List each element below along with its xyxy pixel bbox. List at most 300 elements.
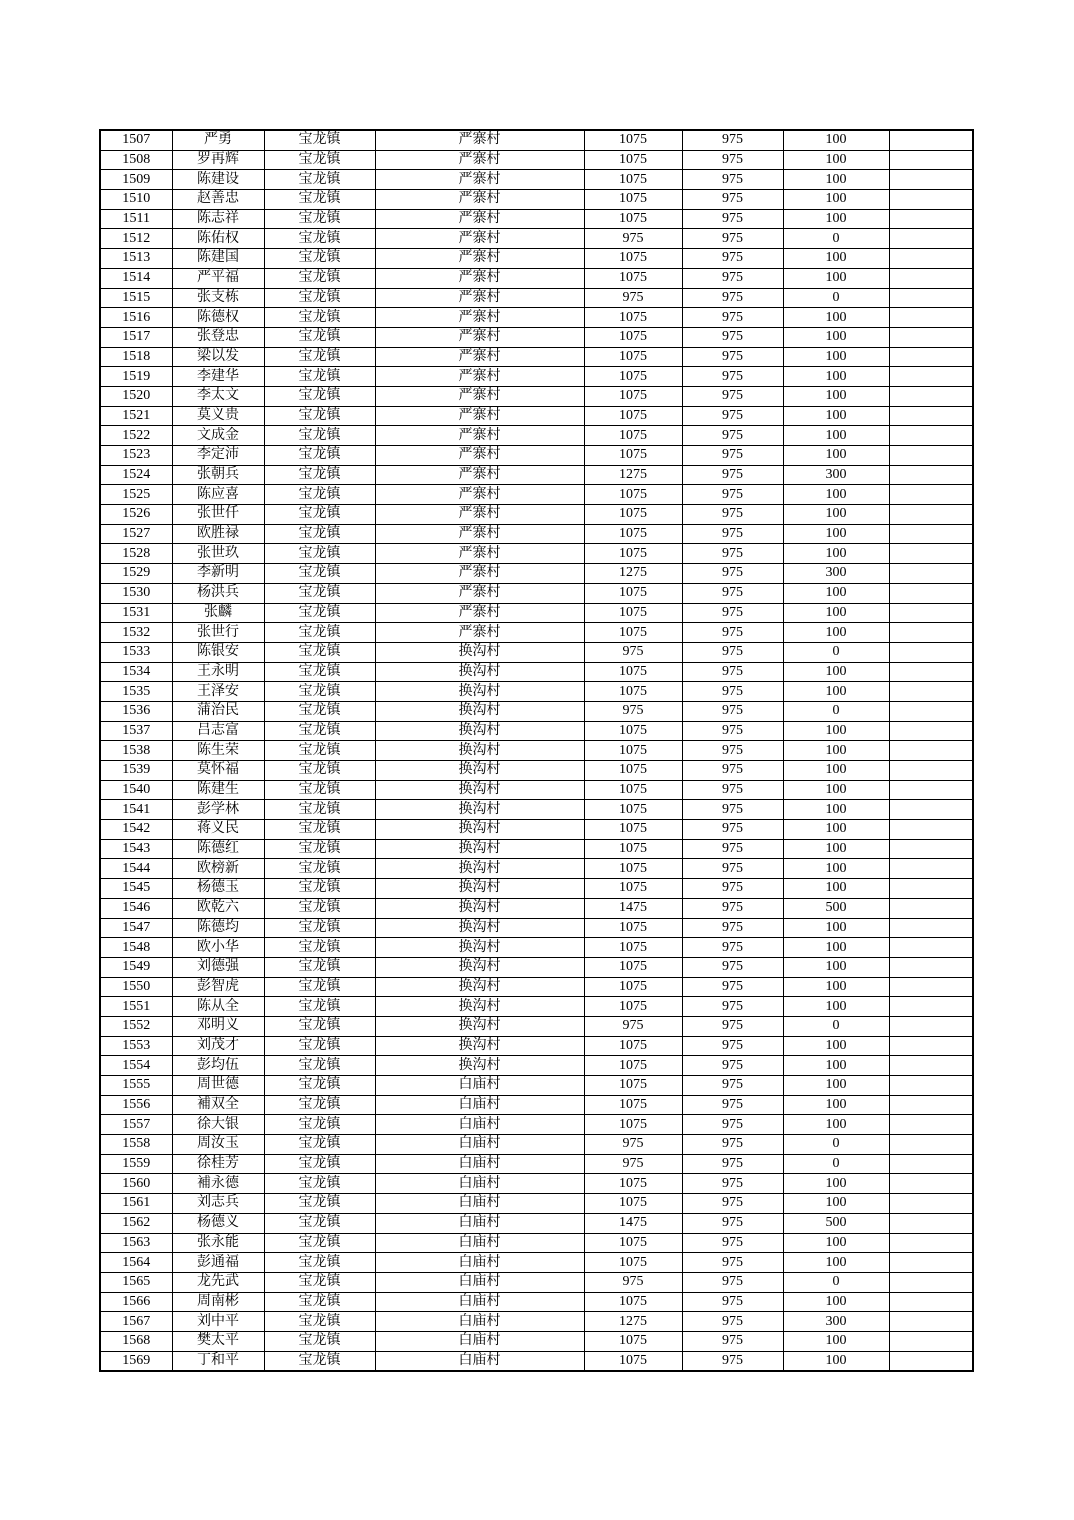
row-number-cell: 1520	[100, 386, 172, 406]
amount-difference-cell: 100	[783, 1056, 889, 1076]
remark-cell	[889, 505, 973, 525]
table-row	[100, 564, 973, 584]
amount-difference-cell: 100	[783, 1036, 889, 1056]
amount-difference-cell: 100	[783, 879, 889, 899]
amount-base-cell: 975	[682, 229, 783, 249]
amount-base-cell: 975	[682, 1312, 783, 1332]
name-cell: 龙先武	[172, 1272, 264, 1292]
remark-cell	[889, 150, 973, 170]
amount-base-cell: 975	[682, 308, 783, 328]
amount-base-cell: 975	[682, 446, 783, 466]
village-cell: 白庙村	[375, 1076, 584, 1096]
amount-difference-cell: 100	[783, 249, 889, 269]
row-number-cell: 1533	[100, 642, 172, 662]
row-number-cell: 1516	[100, 308, 172, 328]
town-cell: 宝龙镇	[264, 505, 375, 525]
amount-difference-cell: 100	[783, 308, 889, 328]
table-row	[100, 367, 973, 387]
table-row	[100, 1135, 973, 1155]
table-row	[100, 150, 973, 170]
row-number-cell: 1519	[100, 367, 172, 387]
row-number-cell: 1524	[100, 465, 172, 485]
amount-base-cell: 975	[682, 288, 783, 308]
village-cell: 严寨村	[375, 209, 584, 229]
amount-difference-cell: 100	[783, 938, 889, 958]
remark-cell	[889, 1272, 973, 1292]
amount-difference-cell: 100	[783, 583, 889, 603]
amount-base-cell: 975	[682, 367, 783, 387]
table-row	[100, 1095, 973, 1115]
table-row	[100, 839, 973, 859]
name-cell: 樊太平	[172, 1331, 264, 1351]
table-row	[100, 1351, 973, 1371]
amount-difference-cell: 100	[783, 859, 889, 879]
table-row	[100, 701, 973, 721]
amount-difference-cell: 100	[783, 426, 889, 446]
remark-cell	[889, 682, 973, 702]
village-cell: 换沟村	[375, 1036, 584, 1056]
amount-difference-cell: 100	[783, 446, 889, 466]
amount-difference-cell: 100	[783, 1174, 889, 1194]
name-cell: 李新明	[172, 564, 264, 584]
table-row	[100, 1253, 973, 1273]
name-cell: 蒲治民	[172, 701, 264, 721]
remark-cell	[889, 1253, 973, 1273]
remark-cell	[889, 997, 973, 1017]
town-cell: 宝龙镇	[264, 898, 375, 918]
name-cell: 彭智虎	[172, 977, 264, 997]
name-cell: 陈德红	[172, 839, 264, 859]
name-cell: 陈从全	[172, 997, 264, 1017]
amount-base-cell: 975	[682, 780, 783, 800]
remark-cell	[889, 1213, 973, 1233]
table-row	[100, 642, 973, 662]
remark-cell	[889, 938, 973, 958]
name-cell: 彭通福	[172, 1253, 264, 1273]
row-number-cell: 1564	[100, 1253, 172, 1273]
village-cell: 严寨村	[375, 465, 584, 485]
town-cell: 宝龙镇	[264, 209, 375, 229]
town-cell: 宝龙镇	[264, 288, 375, 308]
amount-difference-cell: 100	[783, 190, 889, 210]
name-cell: 陈银安	[172, 642, 264, 662]
town-cell: 宝龙镇	[264, 603, 375, 623]
amount-total-cell: 1075	[584, 1351, 682, 1371]
amount-total-cell: 1275	[584, 564, 682, 584]
remark-cell	[889, 839, 973, 859]
amount-difference-cell: 100	[783, 662, 889, 682]
amount-base-cell: 975	[682, 544, 783, 564]
village-cell: 严寨村	[375, 150, 584, 170]
amount-difference-cell: 100	[783, 544, 889, 564]
amount-difference-cell: 100	[783, 977, 889, 997]
amount-total-cell: 1275	[584, 465, 682, 485]
amount-base-cell: 975	[682, 170, 783, 190]
amount-base-cell: 975	[682, 642, 783, 662]
amount-difference-cell: 100	[783, 524, 889, 544]
town-cell: 宝龙镇	[264, 1351, 375, 1371]
amount-difference-cell: 100	[783, 1351, 889, 1371]
town-cell: 宝龙镇	[264, 229, 375, 249]
amount-total-cell: 1075	[584, 426, 682, 446]
name-cell: 张麟	[172, 603, 264, 623]
town-cell: 宝龙镇	[264, 938, 375, 958]
name-cell: 严平福	[172, 268, 264, 288]
amount-difference-cell: 100	[783, 839, 889, 859]
town-cell: 宝龙镇	[264, 367, 375, 387]
village-cell: 换沟村	[375, 839, 584, 859]
amount-base-cell: 975	[682, 209, 783, 229]
amount-total-cell: 1075	[584, 918, 682, 938]
remark-cell	[889, 1135, 973, 1155]
name-cell: 欧小华	[172, 938, 264, 958]
remark-cell	[889, 544, 973, 564]
town-cell: 宝龙镇	[264, 1056, 375, 1076]
row-number-cell: 1507	[100, 130, 172, 150]
amount-total-cell: 1075	[584, 741, 682, 761]
town-cell: 宝龙镇	[264, 761, 375, 781]
town-cell: 宝龙镇	[264, 682, 375, 702]
name-cell: 吕志富	[172, 721, 264, 741]
village-cell: 换沟村	[375, 1056, 584, 1076]
amount-total-cell: 1075	[584, 603, 682, 623]
town-cell: 宝龙镇	[264, 1036, 375, 1056]
row-number-cell: 1528	[100, 544, 172, 564]
row-number-cell: 1569	[100, 1351, 172, 1371]
table-row	[100, 682, 973, 702]
amount-base-cell: 975	[682, 426, 783, 446]
amount-base-cell: 975	[682, 1351, 783, 1371]
remark-cell	[889, 308, 973, 328]
amount-total-cell: 1075	[584, 1095, 682, 1115]
name-cell: 文成金	[172, 426, 264, 446]
amount-total-cell: 975	[584, 1154, 682, 1174]
row-number-cell: 1552	[100, 1016, 172, 1036]
amount-difference-cell: 100	[783, 1331, 889, 1351]
amount-difference-cell: 100	[783, 623, 889, 643]
village-cell: 白庙村	[375, 1331, 584, 1351]
town-cell: 宝龙镇	[264, 1253, 375, 1273]
roster-table	[99, 129, 974, 1372]
row-number-cell: 1549	[100, 957, 172, 977]
village-cell: 白庙村	[375, 1135, 584, 1155]
table-row	[100, 977, 973, 997]
remark-cell	[889, 623, 973, 643]
town-cell: 宝龙镇	[264, 623, 375, 643]
amount-base-cell: 975	[682, 564, 783, 584]
row-number-cell: 1556	[100, 1095, 172, 1115]
town-cell: 宝龙镇	[264, 583, 375, 603]
amount-total-cell: 1075	[584, 1253, 682, 1273]
row-number-cell: 1527	[100, 524, 172, 544]
village-cell: 换沟村	[375, 741, 584, 761]
row-number-cell: 1529	[100, 564, 172, 584]
village-cell: 换沟村	[375, 898, 584, 918]
amount-total-cell: 1075	[584, 859, 682, 879]
remark-cell	[889, 1056, 973, 1076]
remark-cell	[889, 268, 973, 288]
remark-cell	[889, 1036, 973, 1056]
town-cell: 宝龙镇	[264, 446, 375, 466]
town-cell: 宝龙镇	[264, 859, 375, 879]
remark-cell	[889, 446, 973, 466]
amount-base-cell: 975	[682, 485, 783, 505]
village-cell: 换沟村	[375, 800, 584, 820]
name-cell: 李太文	[172, 386, 264, 406]
table-row	[100, 1036, 973, 1056]
village-cell: 白庙村	[375, 1213, 584, 1233]
remark-cell	[889, 800, 973, 820]
village-cell: 严寨村	[375, 130, 584, 150]
town-cell: 宝龙镇	[264, 642, 375, 662]
village-cell: 严寨村	[375, 367, 584, 387]
town-cell: 宝龙镇	[264, 918, 375, 938]
table-row	[100, 1194, 973, 1214]
amount-base-cell: 975	[682, 820, 783, 840]
amount-total-cell: 1075	[584, 997, 682, 1017]
row-number-cell: 1508	[100, 150, 172, 170]
town-cell: 宝龙镇	[264, 150, 375, 170]
name-cell: 陈佑权	[172, 229, 264, 249]
amount-base-cell: 975	[682, 603, 783, 623]
amount-total-cell: 1075	[584, 130, 682, 150]
amount-base-cell: 975	[682, 347, 783, 367]
amount-difference-cell: 100	[783, 485, 889, 505]
village-cell: 换沟村	[375, 859, 584, 879]
remark-cell	[889, 859, 973, 879]
name-cell: 周汝玉	[172, 1135, 264, 1155]
village-cell: 换沟村	[375, 721, 584, 741]
amount-difference-cell: 100	[783, 682, 889, 702]
remark-cell	[889, 642, 973, 662]
amount-total-cell: 1075	[584, 1194, 682, 1214]
remark-cell	[889, 1194, 973, 1214]
remark-cell	[889, 603, 973, 623]
village-cell: 白庙村	[375, 1272, 584, 1292]
table-row	[100, 190, 973, 210]
name-cell: 補双全	[172, 1095, 264, 1115]
amount-total-cell: 1075	[584, 820, 682, 840]
town-cell: 宝龙镇	[264, 268, 375, 288]
amount-difference-cell: 0	[783, 288, 889, 308]
amount-total-cell: 1075	[584, 524, 682, 544]
remark-cell	[889, 190, 973, 210]
amount-total-cell: 1075	[584, 446, 682, 466]
table-row	[100, 130, 973, 150]
amount-base-cell: 975	[682, 682, 783, 702]
name-cell: 李定沛	[172, 446, 264, 466]
table-row	[100, 1154, 973, 1174]
table-row	[100, 780, 973, 800]
remark-cell	[889, 1115, 973, 1135]
name-cell: 彭均伍	[172, 1056, 264, 1076]
town-cell: 宝龙镇	[264, 721, 375, 741]
table-row	[100, 918, 973, 938]
town-cell: 宝龙镇	[264, 544, 375, 564]
row-number-cell: 1512	[100, 229, 172, 249]
remark-cell	[889, 524, 973, 544]
amount-total-cell: 1075	[584, 1233, 682, 1253]
table-row	[100, 662, 973, 682]
amount-base-cell: 975	[682, 957, 783, 977]
village-cell: 换沟村	[375, 820, 584, 840]
row-number-cell: 1541	[100, 800, 172, 820]
amount-total-cell: 1075	[584, 170, 682, 190]
name-cell: 张支栋	[172, 288, 264, 308]
table-row	[100, 1076, 973, 1096]
row-number-cell: 1517	[100, 327, 172, 347]
town-cell: 宝龙镇	[264, 839, 375, 859]
row-number-cell: 1522	[100, 426, 172, 446]
table-row	[100, 249, 973, 269]
amount-difference-cell: 100	[783, 130, 889, 150]
amount-total-cell: 1075	[584, 977, 682, 997]
amount-base-cell: 975	[682, 761, 783, 781]
row-number-cell: 1557	[100, 1115, 172, 1135]
name-cell: 杨德玉	[172, 879, 264, 899]
amount-total-cell: 1075	[584, 1036, 682, 1056]
amount-total-cell: 1075	[584, 1292, 682, 1312]
row-number-cell: 1509	[100, 170, 172, 190]
name-cell: 赵善忠	[172, 190, 264, 210]
amount-total-cell: 1075	[584, 662, 682, 682]
amount-total-cell: 1475	[584, 1213, 682, 1233]
amount-base-cell: 975	[682, 406, 783, 426]
amount-base-cell: 975	[682, 327, 783, 347]
village-cell: 换沟村	[375, 977, 584, 997]
name-cell: 张世玖	[172, 544, 264, 564]
amount-base-cell: 975	[682, 1016, 783, 1036]
amount-difference-cell: 0	[783, 642, 889, 662]
table-row	[100, 1016, 973, 1036]
amount-total-cell: 1075	[584, 761, 682, 781]
row-number-cell: 1563	[100, 1233, 172, 1253]
remark-cell	[889, 170, 973, 190]
amount-total-cell: 1075	[584, 150, 682, 170]
amount-difference-cell: 100	[783, 800, 889, 820]
amount-total-cell: 1075	[584, 879, 682, 899]
remark-cell	[889, 879, 973, 899]
amount-total-cell: 975	[584, 642, 682, 662]
amount-base-cell: 975	[682, 150, 783, 170]
table-row	[100, 1272, 973, 1292]
town-cell: 宝龙镇	[264, 1233, 375, 1253]
name-cell: 周世德	[172, 1076, 264, 1096]
town-cell: 宝龙镇	[264, 524, 375, 544]
remark-cell	[889, 1154, 973, 1174]
village-cell: 白庙村	[375, 1312, 584, 1332]
name-cell: 张登忠	[172, 327, 264, 347]
name-cell: 陈应喜	[172, 485, 264, 505]
row-number-cell: 1530	[100, 583, 172, 603]
amount-base-cell: 975	[682, 505, 783, 525]
name-cell: 王泽安	[172, 682, 264, 702]
table-row	[100, 741, 973, 761]
amount-total-cell: 975	[584, 1016, 682, 1036]
amount-difference-cell: 0	[783, 1135, 889, 1155]
amount-difference-cell: 300	[783, 465, 889, 485]
amount-difference-cell: 500	[783, 898, 889, 918]
village-cell: 白庙村	[375, 1095, 584, 1115]
amount-base-cell: 975	[682, 1233, 783, 1253]
village-cell: 换沟村	[375, 761, 584, 781]
remark-cell	[889, 898, 973, 918]
amount-base-cell: 975	[682, 1331, 783, 1351]
table-row	[100, 1115, 973, 1135]
name-cell: 刘中平	[172, 1312, 264, 1332]
row-number-cell: 1547	[100, 918, 172, 938]
amount-total-cell: 1075	[584, 1076, 682, 1096]
name-cell: 罗再辉	[172, 150, 264, 170]
amount-total-cell: 1075	[584, 485, 682, 505]
name-cell: 严勇	[172, 130, 264, 150]
table-row	[100, 209, 973, 229]
amount-base-cell: 975	[682, 898, 783, 918]
amount-difference-cell: 100	[783, 1292, 889, 1312]
town-cell: 宝龙镇	[264, 1076, 375, 1096]
row-number-cell: 1538	[100, 741, 172, 761]
amount-total-cell: 1075	[584, 957, 682, 977]
amount-difference-cell: 300	[783, 564, 889, 584]
remark-cell	[889, 741, 973, 761]
village-cell: 严寨村	[375, 190, 584, 210]
village-cell: 换沟村	[375, 1016, 584, 1036]
amount-difference-cell: 100	[783, 780, 889, 800]
table-body	[100, 130, 973, 1371]
name-cell: 杨洪兵	[172, 583, 264, 603]
amount-base-cell: 975	[682, 997, 783, 1017]
name-cell: 陈生荣	[172, 741, 264, 761]
village-cell: 严寨村	[375, 170, 584, 190]
amount-base-cell: 975	[682, 1095, 783, 1115]
remark-cell	[889, 721, 973, 741]
remark-cell	[889, 977, 973, 997]
row-number-cell: 1551	[100, 997, 172, 1017]
row-number-cell: 1561	[100, 1194, 172, 1214]
remark-cell	[889, 327, 973, 347]
amount-total-cell: 1075	[584, 308, 682, 328]
remark-cell	[889, 1076, 973, 1096]
village-cell: 严寨村	[375, 288, 584, 308]
town-cell: 宝龙镇	[264, 130, 375, 150]
row-number-cell: 1566	[100, 1292, 172, 1312]
amount-difference-cell: 100	[783, 741, 889, 761]
amount-total-cell: 1075	[584, 623, 682, 643]
row-number-cell: 1540	[100, 780, 172, 800]
amount-base-cell: 975	[682, 1115, 783, 1135]
village-cell: 严寨村	[375, 347, 584, 367]
remark-cell	[889, 662, 973, 682]
table-row	[100, 386, 973, 406]
town-cell: 宝龙镇	[264, 1135, 375, 1155]
row-number-cell: 1562	[100, 1213, 172, 1233]
name-cell: 莫义贵	[172, 406, 264, 426]
town-cell: 宝龙镇	[264, 465, 375, 485]
row-number-cell: 1531	[100, 603, 172, 623]
table-row	[100, 288, 973, 308]
village-cell: 换沟村	[375, 662, 584, 682]
village-cell: 严寨村	[375, 308, 584, 328]
town-cell: 宝龙镇	[264, 485, 375, 505]
row-number-cell: 1511	[100, 209, 172, 229]
name-cell: 梁以发	[172, 347, 264, 367]
village-cell: 严寨村	[375, 327, 584, 347]
row-number-cell: 1553	[100, 1036, 172, 1056]
remark-cell	[889, 386, 973, 406]
table-row	[100, 1331, 973, 1351]
name-cell: 周南彬	[172, 1292, 264, 1312]
village-cell: 严寨村	[375, 583, 584, 603]
